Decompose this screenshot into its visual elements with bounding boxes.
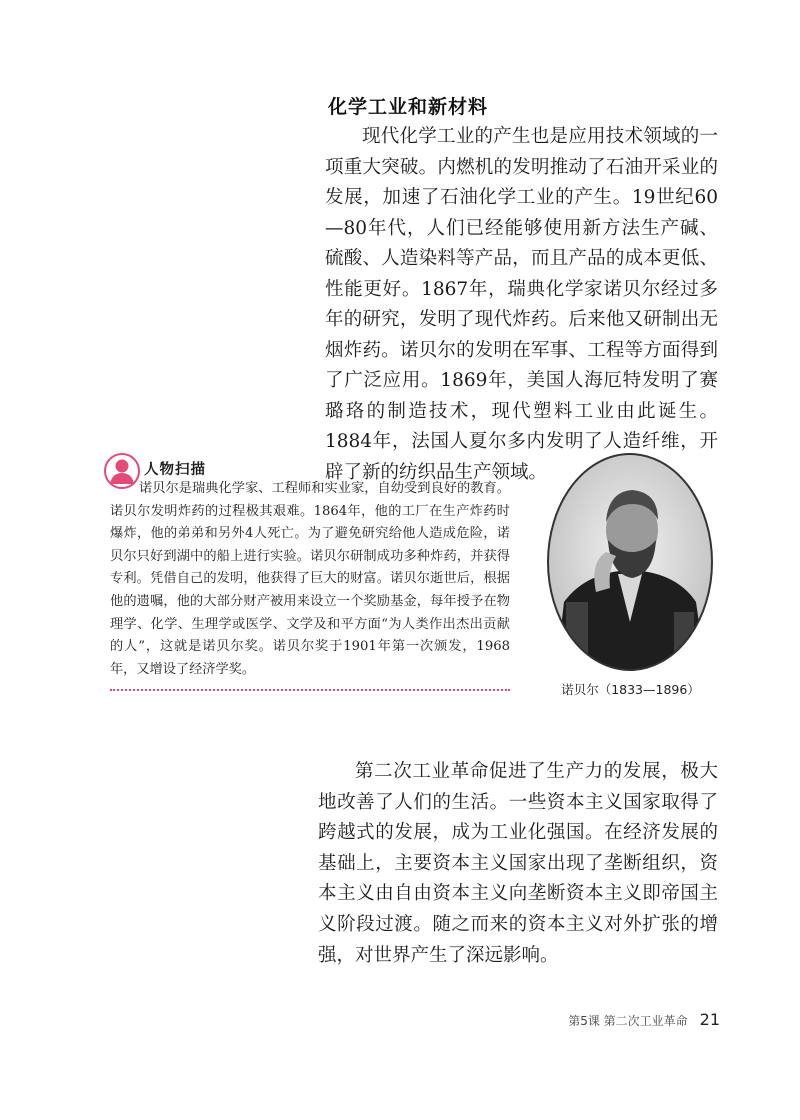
person-scan-text: 诺贝尔是瑞典化学家、工程师和实业家，自幼受到良好的教育。诺贝尔发明炸药的过程极其艰难。1864年，他的工厂在生产炸药时爆炸，他的弟弟和另外4人死亡。为了避免研究给他人造成危险，诺贝尔只好到湖中的船上进行实验。诺贝尔研制成功多种炸药，并获得专利。凭借自己的发明，他获得了巨大的财富。诺贝尔逝世后，根据他的遗嘱，他的大部分财产被用来设立一个奖励基金，每年授予在物理学、化学、生理学或医学、文学及和平方面“为人类作出杰出贡献的人”，这就是诺贝尔奖。诺贝尔奖于1901年第一次颁发，1968年，又增设了经济学奖。 xyxy=(110,481,510,677)
lesson-label: 第5课 第二次工业革命 xyxy=(568,1014,688,1028)
page-footer xyxy=(568,1010,720,1029)
person-scan-box xyxy=(104,452,510,691)
main-paragraph: 现代化学工业的产生也是应用技术领域的一项重大突破。内燃机的发明推动了石油开采业的发展，加速了石油化学工业的产生。19世纪60—80年代，人们已经能够使用新方法生产碱、硫酸、人造染料等产品，而且产品的成本更低、性能更好。1867年，瑞典化学家诺贝尔经过多年的研究，发明了现代炸药。后来他又研制出无烟炸药。诺贝尔的发明在军事、工程等方面得到了广泛应用。1869年，美国人海厄特发明了赛璐珞的制造技术，现代塑料工业由此诞生。1884年，法国人夏尔多内发明了人造纤维，开辟了新的纺织品生产领域。 xyxy=(325,126,718,483)
person-scan-title: 人物扫描 xyxy=(144,461,206,478)
person-icon xyxy=(104,453,140,489)
portrait-image xyxy=(546,452,714,672)
portrait-caption: 诺贝尔（1833—1896） xyxy=(561,682,700,697)
page-number: 21 xyxy=(699,1010,720,1029)
section-title: 化学工业和新材料 xyxy=(328,96,489,118)
second-paragraph: 第二次工业革命促进了生产力的发展，极大地改善了人们的生活。一些资本主义国家取得了跨越式的发展，成为工业化强国。在经济发展的基础上，主要资本主义国家出现了垄断组织，资本主义由自由资本主义向垄断资本主义即帝国主义阶段过渡。随之而来的资本主义对外扩张的增强，对世界产生了深远影响。 xyxy=(318,761,718,966)
nobel-portrait xyxy=(546,452,714,672)
dotted-divider xyxy=(110,689,510,691)
